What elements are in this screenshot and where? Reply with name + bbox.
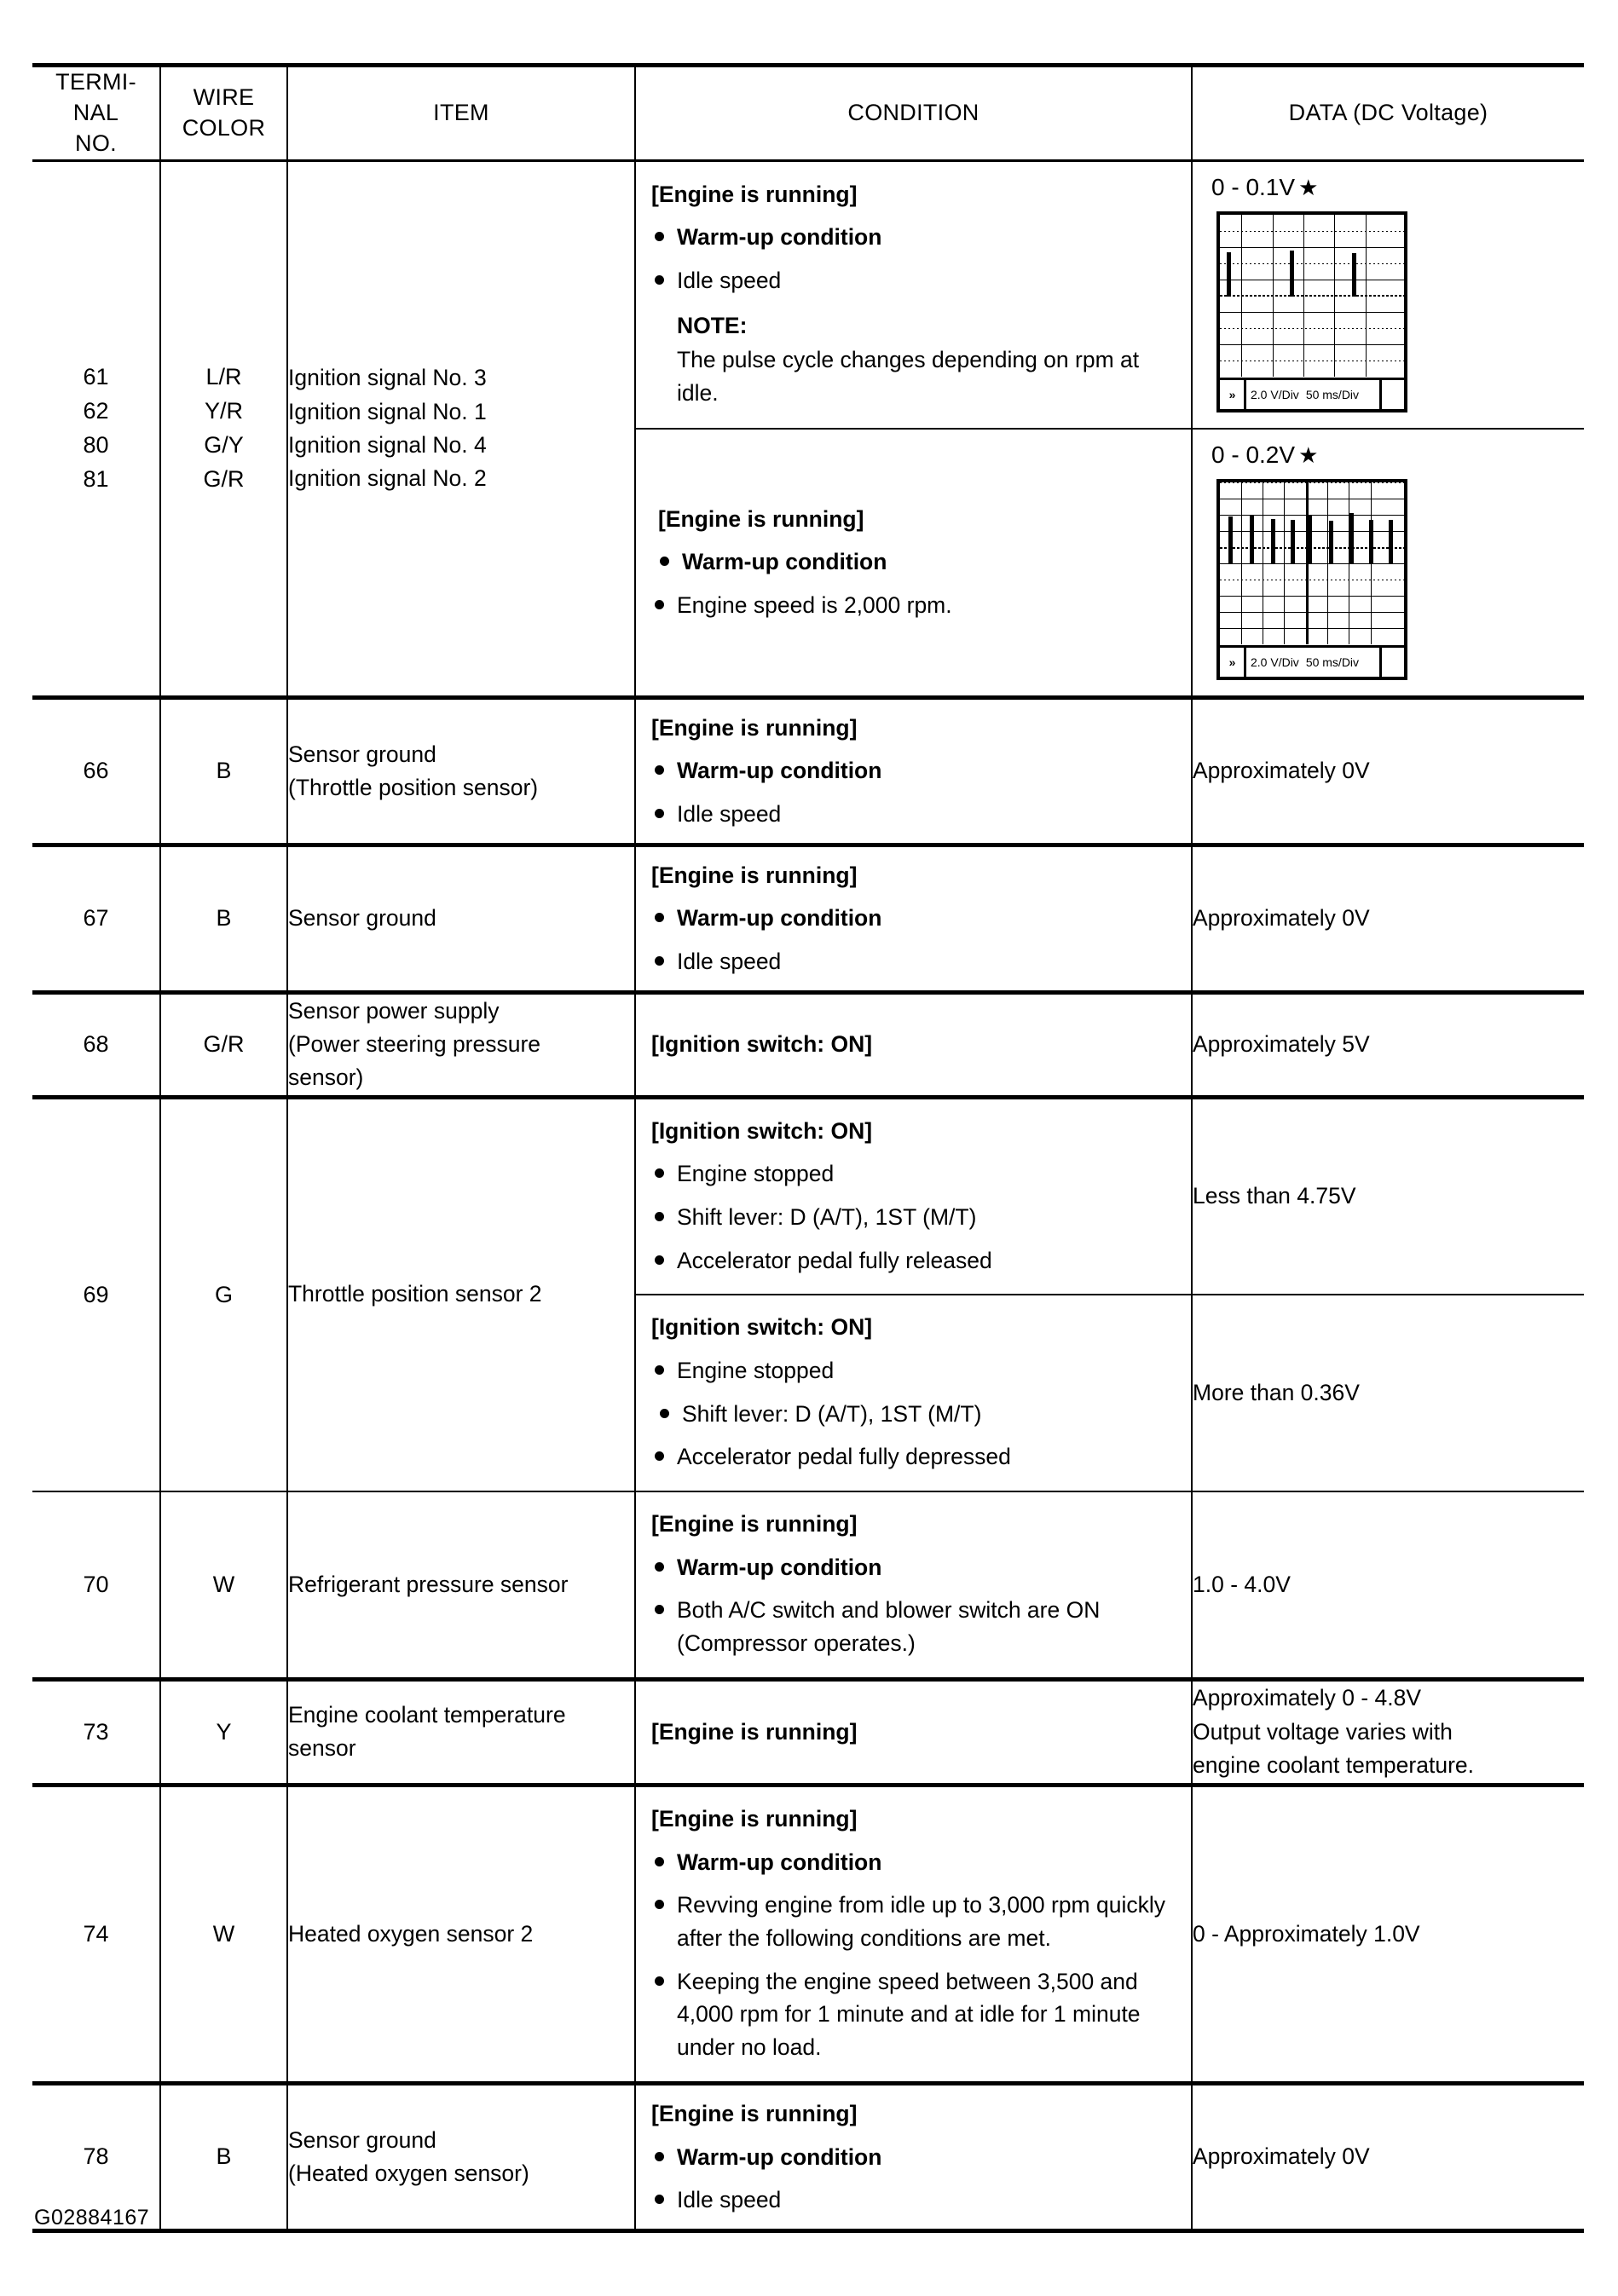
- list-item: Warm-up condition: [651, 545, 1177, 579]
- condition-block: [636, 1295, 1191, 1491]
- list-item: Sensor ground: [288, 2126, 436, 2153]
- header-terminal-no-line1: TERMI-: [55, 69, 136, 95]
- list-item: Y/R: [204, 397, 243, 424]
- table-row: [32, 1785, 1584, 2084]
- condition-cell: [635, 697, 1192, 845]
- condition-block: [636, 1787, 1191, 2081]
- data-value-label: [1211, 443, 1584, 467]
- item-list: [288, 738, 634, 805]
- data-cell: Approximately 0V: [1192, 845, 1584, 992]
- list-item: Engine speed is 2,000 rpm.: [651, 589, 1177, 622]
- terminal-no-cell: 73: [32, 1679, 160, 1785]
- condition-block: [636, 1099, 1191, 1295]
- list-item: Sensor power supply: [288, 997, 500, 1024]
- condition-header: [Ignition switch: ON]: [651, 1031, 873, 1058]
- condition-block: [636, 847, 1191, 990]
- header-wire-color-line2: COLOR: [182, 114, 266, 141]
- list-item: (Power steering pressure: [288, 1031, 541, 1058]
- data-cell: [1192, 160, 1584, 429]
- item-cell: [287, 2083, 635, 2230]
- scope-time-per-div: 50 ms/Div: [1305, 655, 1360, 669]
- wire-color-cell: Y: [160, 1679, 287, 1785]
- spec-table-page: [32, 63, 1584, 2233]
- table-row: [32, 1679, 1584, 1785]
- table-row: [32, 697, 1584, 845]
- condition-cell: [635, 992, 1192, 1097]
- document-reference-code: G02884167: [34, 2206, 150, 2230]
- star-icon: ★: [1298, 441, 1319, 468]
- condition-block: [636, 1492, 1191, 1677]
- data-cell: 1.0 - 4.0V: [1192, 1491, 1584, 1679]
- scope-time-per-div: 50 ms/Div: [1305, 387, 1360, 401]
- data-cell: More than 0.36V: [1192, 1295, 1584, 1491]
- table-row: [32, 160, 1584, 429]
- wire-color-cell: B: [160, 2083, 287, 2230]
- scope-panel: [1193, 430, 1584, 695]
- scope-settings-bar: [1220, 645, 1404, 677]
- condition-bullet-list: [651, 1157, 1177, 1277]
- list-item: 80: [83, 431, 109, 458]
- note-label: NOTE:: [677, 312, 748, 338]
- list-item: Warm-up condition: [651, 754, 1177, 787]
- terminal-no-cell: 78: [32, 2083, 160, 2230]
- condition-bullet-list: [651, 545, 1177, 621]
- condition-bullet-list: [651, 902, 1177, 978]
- header-item: ITEM: [287, 66, 635, 161]
- chevron-right-icon: »: [1220, 648, 1246, 677]
- condition-block: [636, 1011, 1191, 1078]
- condition-cell: [635, 429, 1192, 698]
- header-data: DATA (DC Voltage): [1192, 66, 1584, 161]
- header-row: [32, 66, 1584, 161]
- wire-color-cell: B: [160, 697, 287, 845]
- data-cell: [1192, 429, 1584, 698]
- chevron-right-icon: »: [1220, 380, 1246, 409]
- condition-bullet-list: [651, 2141, 1177, 2217]
- condition-bullet-list: [651, 754, 1177, 830]
- condition-cell: [635, 1295, 1192, 1491]
- list-item: Warm-up condition: [651, 1846, 1177, 1879]
- item-cell: [287, 160, 635, 697]
- scope-volts-per-div: 2.0 V/Div: [1251, 655, 1299, 669]
- list-item: (Throttle position sensor): [288, 774, 539, 800]
- condition-block: [636, 1699, 1191, 1766]
- header-terminal-no: [32, 66, 160, 161]
- list-item: Revving engine from idle up to 3,000 rpm quickly after the following conditions are met.: [651, 1889, 1177, 1954]
- note-text: The pulse cycle changes depending on rpm at idle.: [677, 347, 1140, 407]
- list-item: Accelerator pedal fully released: [651, 1244, 1177, 1278]
- list-item: Engine stopped: [651, 1157, 1177, 1191]
- data-cell: [1192, 1679, 1584, 1785]
- item-cell: [287, 697, 635, 845]
- terminal-no-cell: 68: [32, 992, 160, 1097]
- header-terminal-no-line3: NO.: [75, 130, 117, 156]
- scope-screen: [1220, 482, 1404, 644]
- table-row: [32, 1491, 1584, 1679]
- item-list: [288, 361, 634, 495]
- item-list: [288, 2124, 634, 2190]
- wire-color-list: [161, 361, 286, 497]
- list-item: L/R: [205, 363, 242, 389]
- item-list: [288, 995, 634, 1095]
- list-item: Ignition signal No. 1: [288, 398, 487, 424]
- note-block: [651, 309, 1177, 410]
- list-item: Ignition signal No. 3: [288, 365, 487, 391]
- condition-header: [Engine is running]: [651, 862, 858, 888]
- list-item: Idle speed: [651, 264, 1177, 297]
- oscilloscope-waveform-1: [1216, 211, 1407, 412]
- condition-block: [636, 700, 1191, 843]
- condition-header: [Ignition switch: ON]: [651, 1117, 873, 1144]
- data-cell: Approximately 5V: [1192, 992, 1584, 1097]
- condition-header: [Engine is running]: [651, 1511, 858, 1537]
- list-item: Ignition signal No. 4: [288, 431, 487, 458]
- list-item: Warm-up condition: [651, 1551, 1177, 1584]
- data-cell: Less than 4.75V: [1192, 1097, 1584, 1295]
- condition-header: [Engine is running]: [651, 2100, 858, 2126]
- wire-color-cell: [160, 160, 287, 697]
- list-item: sensor): [288, 1064, 364, 1091]
- list-item: Keeping the engine speed between 3,500 and 4,000 rpm for 1 minute and at idle for 1 minute under no load.: [651, 1965, 1177, 2064]
- list-item: G/R: [203, 465, 245, 492]
- table-row: [32, 992, 1584, 1097]
- data-cell: Approximately 0V: [1192, 697, 1584, 845]
- condition-block: [636, 486, 1191, 639]
- condition-header: [Engine is running]: [651, 714, 858, 741]
- wire-color-cell: G: [160, 1097, 287, 1491]
- wire-color-cell: G/R: [160, 992, 287, 1097]
- list-item: Sensor ground: [288, 741, 436, 767]
- list-item: Ignition signal No. 2: [288, 464, 487, 491]
- condition-bullet-list: [651, 1846, 1177, 2064]
- condition-cell: [635, 845, 1192, 992]
- condition-bullet-list: [651, 1354, 1177, 1474]
- list-item: Idle speed: [651, 945, 1177, 978]
- list-item: Both A/C switch and blower switch are ON (Compressor operates.): [651, 1594, 1177, 1659]
- list-item: Accelerator pedal fully depressed: [651, 1440, 1177, 1474]
- data-line: Output voltage varies with: [1193, 1718, 1453, 1745]
- data-value-label: [1211, 173, 1584, 200]
- data-line: Approximately 0 - 4.8V: [1193, 1684, 1422, 1710]
- list-item: Shift lever: D (A/T), 1ST (M/T): [651, 1398, 1177, 1431]
- scope-volts-per-div: 2.0 V/Div: [1251, 387, 1299, 401]
- wire-color-cell: W: [160, 1491, 287, 1679]
- table-row: [32, 1097, 1584, 1295]
- list-item: 62: [83, 397, 109, 424]
- data-value-text: 0 - 0.1V: [1211, 173, 1296, 200]
- item-cell: Heated oxygen sensor 2: [287, 1785, 635, 2084]
- list-item: Engine stopped: [651, 1354, 1177, 1387]
- condition-header: [Ignition switch: ON]: [651, 1314, 873, 1341]
- table-header: [32, 66, 1584, 161]
- scope-end-cell: [1379, 380, 1404, 409]
- data-cell: Approximately 0V: [1192, 2083, 1584, 2230]
- item-cell: Throttle position sensor 2: [287, 1097, 635, 1491]
- condition-cell: [635, 1679, 1192, 1785]
- condition-bullet-list: [651, 221, 1177, 297]
- header-wire-color: [160, 66, 287, 161]
- terminal-no-cell: 70: [32, 1491, 160, 1679]
- scope-end-cell: [1379, 648, 1404, 677]
- ecm-terminal-spec-table: [32, 63, 1584, 2233]
- list-item: 61: [83, 363, 109, 389]
- wire-color-cell: W: [160, 1785, 287, 2084]
- terminal-no-cell: 69: [32, 1097, 160, 1491]
- condition-header: [Engine is running]: [651, 1806, 858, 1832]
- list-item: 81: [83, 465, 109, 492]
- condition-block: [636, 2085, 1191, 2229]
- table-row: [32, 845, 1584, 992]
- condition-cell: [635, 1491, 1192, 1679]
- item-cell: [287, 992, 635, 1097]
- header-condition: CONDITION: [635, 66, 1192, 161]
- condition-bullet-list: [651, 1551, 1177, 1660]
- wire-color-cell: B: [160, 845, 287, 992]
- list-item: Idle speed: [651, 2184, 1177, 2217]
- list-item: sensor: [288, 1735, 356, 1762]
- item-cell: [287, 1679, 635, 1785]
- header-terminal-no-line2: NAL: [72, 99, 119, 125]
- condition-header: [Engine is running]: [651, 181, 858, 207]
- table-body: [32, 160, 1584, 2230]
- terminal-no-cell: 66: [32, 697, 160, 845]
- list-item: G/Y: [204, 431, 244, 458]
- data-cell: 0 - Approximately 1.0V: [1192, 1785, 1584, 2084]
- condition-cell: [635, 1785, 1192, 2084]
- terminal-no-cell: 74: [32, 1785, 160, 2084]
- header-wire-color-line1: WIRE: [193, 84, 255, 110]
- condition-cell: [635, 1097, 1192, 1295]
- list-item: Engine coolant temperature: [288, 1702, 566, 1728]
- list-item: (Heated oxygen sensor): [288, 2160, 529, 2186]
- table-row: [32, 2083, 1584, 2230]
- scope-panel: [1193, 162, 1584, 428]
- list-item: Warm-up condition: [651, 2141, 1177, 2174]
- scope-screen: [1220, 215, 1404, 377]
- data-value-text: 0 - 0.2V: [1211, 441, 1296, 468]
- condition-cell: [635, 2083, 1192, 2230]
- list-item: Shift lever: D (A/T), 1ST (M/T): [651, 1201, 1177, 1234]
- condition-header: [Engine is running]: [651, 1719, 858, 1745]
- scope-settings-bar: [1220, 378, 1404, 409]
- item-cell: Sensor ground: [287, 845, 635, 992]
- condition-cell: [635, 160, 1192, 429]
- item-cell: Refrigerant pressure sensor: [287, 1491, 635, 1679]
- list-item: Warm-up condition: [651, 902, 1177, 935]
- star-icon: ★: [1298, 174, 1319, 200]
- terminal-no-cell: 67: [32, 845, 160, 992]
- item-list: [288, 1699, 634, 1765]
- condition-block: [636, 163, 1191, 427]
- terminal-no-cell: [32, 160, 160, 697]
- list-item: Idle speed: [651, 798, 1177, 831]
- data-line: engine coolant temperature.: [1193, 1752, 1474, 1779]
- oscilloscope-waveform-2: [1216, 479, 1407, 680]
- list-item: Warm-up condition: [651, 221, 1177, 254]
- terminal-no-list: [32, 361, 159, 497]
- condition-header: [Engine is running]: [658, 505, 864, 532]
